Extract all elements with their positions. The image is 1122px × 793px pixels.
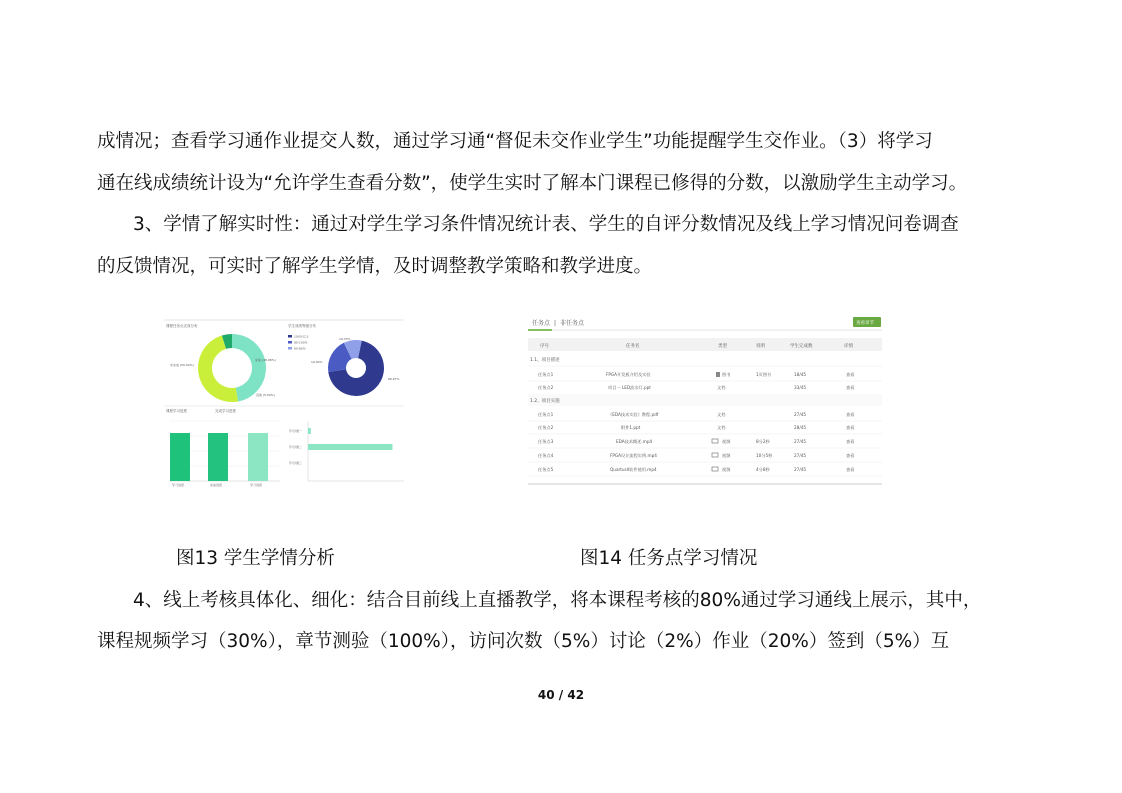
pie-label-1: 19.33% [339, 337, 351, 341]
svg-text:查看: 查看 [846, 467, 855, 472]
legend-item-1: 100分以上 [294, 334, 309, 339]
paragraph-2: 通在线成绩统计设为“允许学生查看分数”，使学生实时了解本门课程已修得的分数，以激励学生主动学习。 [97, 173, 968, 194]
paragraph-5: 4、线上考核具体化、细化：结合目前线上直播教学，将本课程考核的80%通过学习通线上展示，其中， [133, 590, 982, 611]
svg-text:任务点1: 任务点1 [538, 372, 554, 377]
figure-13-dashboard [160, 316, 408, 490]
legend-item-3: 60-80分 [294, 346, 306, 351]
fig13-title-2: 学生成绩等级分布 [288, 324, 316, 328]
svg-text:27/45: 27/45 [794, 439, 807, 444]
view-chapter-label: 查看章节 [856, 321, 874, 326]
figure-14-task-table [526, 312, 884, 488]
header-done: 学生完成数 [790, 344, 813, 349]
tab-task-points[interactable]: 任务点 [532, 320, 551, 327]
svg-text:27/45: 27/45 [794, 412, 807, 417]
svg-text:视频: 视频 [722, 467, 731, 472]
donut-label-2: 未完成 (50.00%) [170, 363, 194, 367]
bar-2 [208, 433, 228, 481]
svg-text:33/45: 33/45 [794, 385, 807, 390]
header-name: 任务名 [626, 344, 640, 349]
svg-text:任务点3: 任务点3 [538, 439, 554, 444]
fig13-title-1: 课程任务点完成分布 [166, 324, 198, 328]
section-1: 1.1、项目描述 [530, 358, 560, 363]
svg-text:FPGA设计流程实例.mp4: FPGA设计流程实例.mp4 [610, 453, 657, 458]
svg-text:EDA技术概述.mp4: EDA技术概述.mp4 [616, 439, 653, 444]
legend [288, 334, 309, 351]
donut-label-1: 完成 (48.98%) [255, 358, 276, 362]
caption-figure-14: 图14 任务点学习情况 [580, 548, 758, 569]
svg-text:27/45: 27/45 [794, 453, 807, 458]
svg-text:27/45: 27/45 [794, 467, 807, 472]
header-detail: 详情 [844, 344, 853, 349]
paragraph-6: 课程规频学习（30%），章节测验（100%），访问次数（5%）讨论（2%）作业（20%）签到（5%）互 [97, 631, 950, 652]
svg-text:文档: 文档 [717, 425, 726, 430]
svg-text:视频: 视频 [722, 439, 731, 444]
svg-text:文档: 文档 [717, 412, 726, 417]
hbar-2 [308, 444, 392, 450]
svg-text:文档: 文档 [717, 385, 726, 390]
fig13-title-4: 完成学习进度 [215, 409, 236, 413]
svg-text:任务点2: 任务点2 [538, 385, 554, 390]
svg-text:图书: 图书 [722, 372, 731, 377]
svg-text:10分5秒: 10分5秒 [756, 453, 773, 458]
header-note: 说明 [756, 344, 765, 349]
svg-text:4分8秒: 4分8秒 [756, 467, 770, 472]
svg-text:查看: 查看 [846, 372, 855, 377]
svg-text:任务点4: 任务点4 [538, 453, 554, 458]
svg-text:项目一 LED流水灯.ppt: 项目一 LED流水灯.ppt [608, 385, 651, 390]
svg-text:查看: 查看 [846, 412, 855, 417]
paragraph-3: 3、学情了解实时性：通过对学生学习条件情况统计表、学生的自评分数情况及线上学习情况问卷调查 [133, 214, 959, 235]
paragraph-4: 的反馈情况，可实时了解学生学情，及时调整教学策略和教学进度。 [97, 256, 653, 277]
svg-text:QuartusII软件使用.mp4: QuartusII软件使用.mp4 [610, 467, 657, 472]
paragraph-1: 成情况；查看学习通作业提交人数，通过学习通“督促未交作业学生”功能提醒学生交作业。（3）将学习 [97, 131, 933, 152]
pie-label-2: 10.00% [311, 360, 323, 364]
svg-text:任务点2: 任务点2 [538, 425, 554, 430]
tab-non-task-points[interactable]: 非任务点 [560, 320, 585, 327]
bar-category-label: 完成进度 [210, 483, 223, 487]
svg-text:FPGA开发板介绍及实验: FPGA开发板介绍及实验 [606, 372, 651, 377]
fig13-title-3: 课程学习进度 [166, 409, 187, 413]
svg-text:附件1.ppt: 附件1.ppt [621, 425, 641, 430]
svg-text:28/45: 28/45 [794, 425, 807, 430]
svg-text:任务点5: 任务点5 [538, 467, 554, 472]
section-2: 1.2、项目实施 [530, 399, 560, 404]
svg-text:查看: 查看 [846, 453, 855, 458]
header-id: 序号 [540, 344, 549, 349]
svg-text:查看: 查看 [846, 439, 855, 444]
legend-item-2: 80-100分 [294, 340, 308, 345]
page-number: 40 / 42 [537, 688, 585, 702]
bar-category-label: 学习进度 [250, 483, 263, 487]
caption-figure-13: 图13 学生学情分析 [176, 548, 335, 569]
svg-text:18/45: 18/45 [794, 372, 807, 377]
hbar-category-label: 学习进度一 [289, 430, 302, 433]
donut-label-3: 其他 (5.00%) [256, 393, 275, 397]
svg-text:《EDA技术实验》教程.pdf: 《EDA技术实验》教程.pdf [608, 412, 659, 417]
svg-text:任务点1: 任务点1 [538, 412, 554, 417]
hbar-category-label: 学习进度二 [289, 446, 302, 449]
tab-separator: | [554, 320, 557, 327]
svg-text:8分2秒: 8分2秒 [756, 439, 770, 444]
hbar-category-label: 学习进度三 [289, 462, 302, 465]
bar-category-label: 学习进度 [172, 483, 185, 487]
svg-text:1页图书: 1页图书 [756, 372, 772, 377]
svg-text:查看: 查看 [846, 385, 855, 390]
svg-text:查看: 查看 [846, 425, 855, 430]
bar-1 [170, 433, 190, 481]
hbar-1 [308, 428, 311, 434]
bar-3 [248, 433, 268, 481]
pie-label-3: 66.67% [388, 377, 400, 381]
svg-text:视频: 视频 [722, 453, 731, 458]
header-type: 类型 [718, 344, 727, 349]
